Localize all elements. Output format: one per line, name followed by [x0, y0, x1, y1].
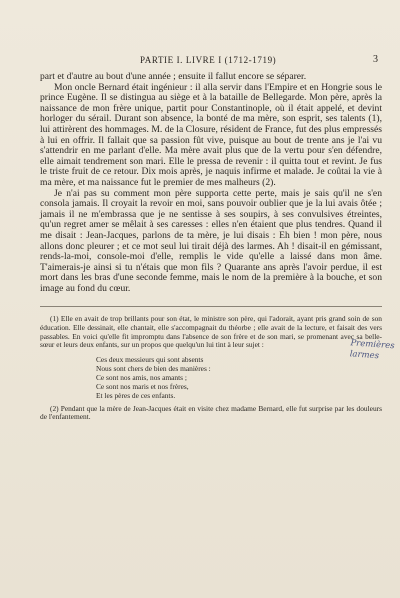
- paragraph: Je n'ai pas su comment mon père supporta cette perte, mais je sais qu'il ne s'en consola jamais. Il croyait la revoir en moi, sans pouvoir oublier que je la lui avais ôtée ; jamais il ne m'embrassa que je ne sentisse à ses soupirs, à ses convulsives étreintes, qu'un regret amer se mêlait à ses caresses : elles n'en étaient que plus tendres. Quand il me disait : Jean-Jacques, parlons de ta mère, je lui disais : Eh bien ! mon père, nous allons donc pleurer ; et ce mot seul lui tirait déjà des larmes. Ah ! disait-il en gémissant, rends-la-moi, console-moi d'elle, remplis le vide qu'elle a laissé dans mon âme. T'aimerais-je ainsi si tu n'étais que mon fils ? Quarante ans après l'avoir perdue, il est mort dans les bras d'une seconde femme, mais le nom de la première à la bouche, et son image au fond du cœur.: [40, 187, 382, 294]
- footnote-2: (2) Pendant que la mère de Jean-Jacques était en visite chez madame Bernard, elle fut surprise par les douleurs de l'enfantement.: [40, 403, 382, 422]
- poem-line: Ces deux messieurs qui sont absents: [96, 354, 204, 364]
- footnote-poem: [96, 355, 382, 400]
- footnotes: [40, 315, 382, 422]
- paragraph: Mon oncle Bernard était ingénieur : il alla servir dans l'Empire et en Hongrie sous le prince Eugène. Il se distingua au siège et à la bataille de Bellegarde. Mon père, après la naissance de mon frère unique, partit pour Constantinople, où il était appelé, et devint horloger du sérail. Durant son absence, la bonté de ma mère, son esprit, ses talents (1), lui attirèrent des hommages. M. de la Closure, résident de France, fut des plus empressés à lui en offrir. Il fallait que sa passion fût vive, puisque au bout de trente ans je l'ai vu s'attendrir en me parlant d'elle. Ma mère avait plus que de la vertu pour s'en défendre, elle aimait tendrement son mari. Elle le pressa de revenir : il quitta tout et revint. Je fus le triste fruit de ce retour. Dix mois après, je naquis infirme et malade. Je coûtai la vie à ma mère, et ma naissance fut le premier de mes malheurs (2).: [40, 81, 382, 188]
- poem-line: Et les pères de ces enfants.: [96, 390, 176, 400]
- poem-line: Nous sont chers de bien des manières :: [96, 363, 211, 373]
- poem-line: Ce sont nos amis, nos amants ;: [96, 372, 187, 382]
- footnote-1: (1) Elle en avait de trop brillants pour son état, le ministre son père, qui l'adorait, ayant pris grand soin de son éducation. Elle dessinait, elle chantait, elle s'accompagnait du théorbe ; elle avait de la lecture, et faisait des vers passables. En voici qu'elle fit impromptu dans l'absence de son frère et de son mari, se promenant avec sa belle-sœur et leurs deux enfants, sur un propos que quelqu'un lui tint à leur sujet :: [40, 314, 382, 350]
- page-number: 3: [373, 54, 378, 65]
- handwritten-margin-note: Premières larmes: [349, 338, 395, 362]
- poem-line: Ce sont nos maris et nos frères,: [96, 381, 189, 391]
- footnote-divider: [40, 306, 382, 307]
- main-text: [40, 72, 382, 294]
- running-title: PARTIE I. LIVRE I (1712-1719): [140, 55, 277, 65]
- paragraph: part et d'autre au bout d'une année ; ensuite il fallut encore se séparer.: [40, 71, 307, 82]
